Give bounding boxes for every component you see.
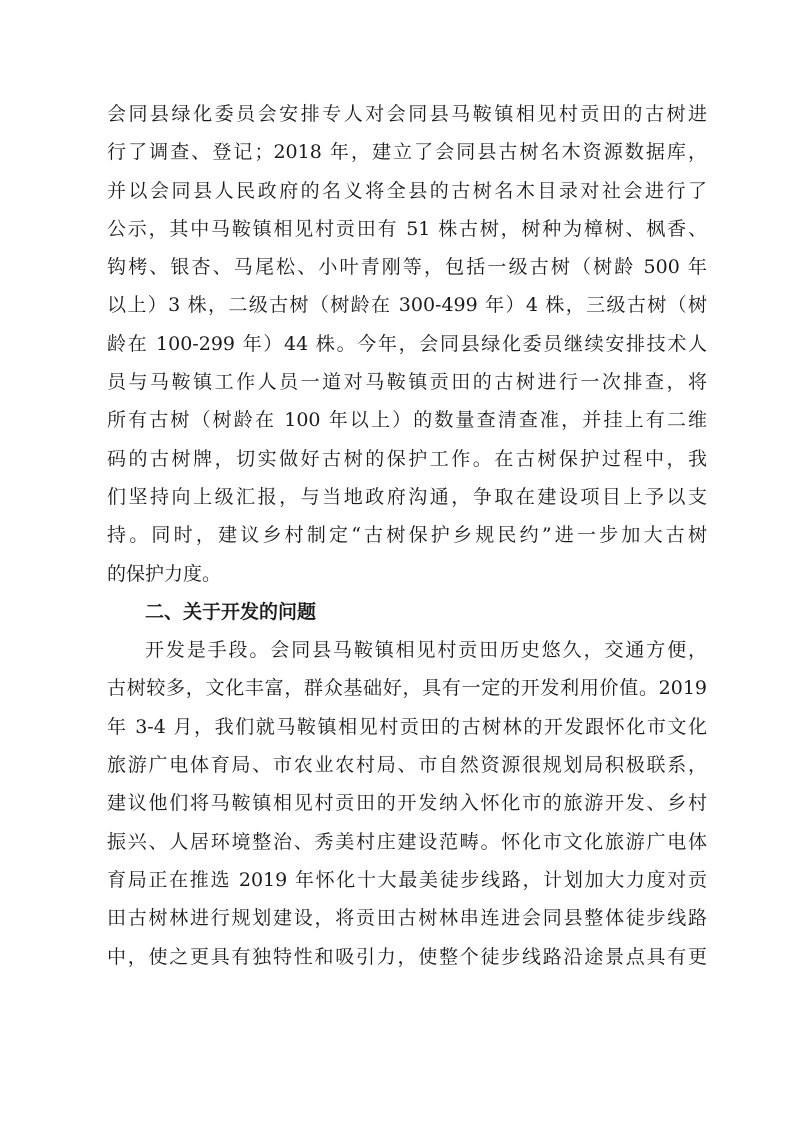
- paragraph-2-line: 开发是手段。会同县马鞍镇相见村贡田历史悠久，交通方便，: [145, 639, 707, 662]
- paragraph-1-line: 并以会同县人民政府的名义将全县的古树名木目录对社会进行了: [107, 179, 707, 202]
- paragraph-1-line: 公示，其中马鞍镇相见村贡田有 51 株古树，树种为樟树、枫香、: [107, 217, 707, 240]
- paragraph-2-line: 田古树林进行规划建设，将贡田古树林串连进会同县整体徒步线路: [107, 907, 707, 930]
- paragraph-2-line: 中，使之更具有独特性和吸引力，使整个徒步线路沿途景点具有更: [107, 945, 707, 968]
- paragraph-2-line: 古树较多，文化丰富，群众基础好，具有一定的开发利用价值。2019: [107, 677, 707, 700]
- paragraph-1-line: 持。同时，建议乡村制定“古树保护乡规民约”进一步加大古树: [107, 524, 707, 547]
- paragraph-1-line: 以上）3 株，二级古树（树龄在 300-499 年）4 株，三级古树（树: [107, 294, 707, 317]
- paragraph-1-line: 员与马鞍镇工作人员一道对马鞍镇贡田的古树进行一次排查，将: [107, 371, 707, 394]
- document-body: [107, 95, 707, 976]
- paragraph-1-line: 的保护力度。: [107, 562, 222, 585]
- paragraph-1-line: 行了调查、登记；2018 年，建立了会同县古树名木资源数据库，: [107, 141, 707, 164]
- paragraph-1-line: 码的古树牌，切实做好古树的保护工作。在古树保护过程中，我: [107, 447, 707, 470]
- paragraph-2-line: 育局正在推选 2019 年怀化十大最美徒步线路，计划加大力度对贡: [107, 868, 707, 891]
- paragraph-1-line: 所有古树（树龄在 100 年以上）的数量查清查准，并挂上有二维: [107, 409, 707, 432]
- paragraph-2-line: 旅游广电体育局、市农业农村局、市自然资源很规划局积极联系，: [107, 754, 707, 777]
- section-heading: 二、关于开发的问题: [145, 600, 317, 623]
- paragraph-1-line: 钩栲、银杏、马尾松、小叶青刚等，包括一级古树（树龄 500 年: [107, 256, 707, 279]
- paragraph-2-line: 振兴、人居环境整治、秀美村庄建设范畴。怀化市文化旅游广电体: [107, 830, 707, 853]
- paragraph-1-line: 龄在 100-299 年）44 株。今年，会同县绿化委员继续安排技术人: [107, 332, 707, 355]
- paragraph-2-line: 建议他们将马鞍镇相见村贡田的开发纳入怀化市的旅游开发、乡村: [107, 792, 707, 815]
- paragraph-2-line: 年 3-4 月，我们就马鞍镇相见村贡田的古树林的开发跟怀化市文化: [107, 715, 707, 738]
- paragraph-1-line: 会同县绿化委员会安排专人对会同县马鞍镇相见村贡田的古树进: [107, 103, 707, 125]
- paragraph-1-line: 们坚持向上级汇报，与当地政府沟通，争取在建设项目上予以支: [107, 485, 707, 508]
